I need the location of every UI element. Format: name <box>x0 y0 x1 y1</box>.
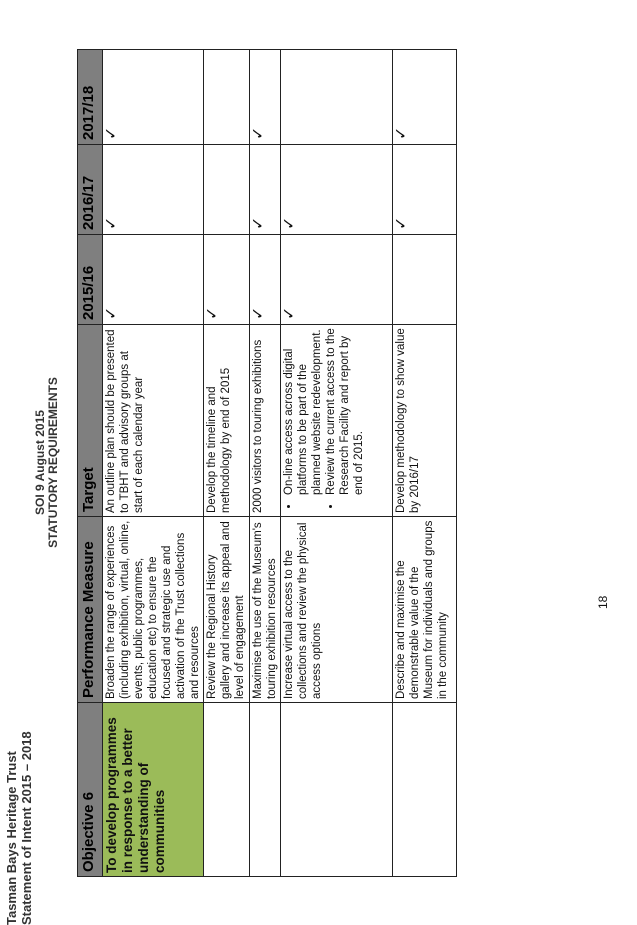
tick-cell: ✓ <box>204 235 250 325</box>
document-subtitle: Statement of Intent 2015 – 2018 <box>19 731 34 925</box>
soi-date: SOI 9 August 2015 <box>33 410 47 515</box>
objective-cell-empty <box>204 703 250 877</box>
objective-cell: To develop programmes in response to a better understanding of communities <box>103 703 204 877</box>
document-header-left <box>4 665 34 925</box>
tick-cell: ✓ <box>393 50 457 145</box>
target-cell: Develop the timeline and methodology by end of 2015 <box>204 325 250 517</box>
measure-cell: Describe and maximise the demonstrable value of the Museum for individuals and groups in the community <box>393 517 457 703</box>
tick-cell: ✓ <box>103 145 204 235</box>
table-header-row <box>78 50 103 877</box>
tick-cell: ✓ <box>250 235 281 325</box>
measure-cell: Broaden the range of experiences (including exhibition, virtual, online, events, public programmes, education etc) to ensure the focused and strategic use and activation of the Trust collections and resources <box>103 517 204 703</box>
tick-cell-empty <box>204 50 250 145</box>
measure-cell: Review the Regional History gallery and increase its appeal and level of engagement <box>204 517 250 703</box>
col-header-2015-16: 2015/16 <box>78 235 103 325</box>
col-header-2017-18: 2017/18 <box>78 50 103 145</box>
tick-cell: ✓ <box>393 145 457 235</box>
tick-cell: ✓ <box>281 145 393 235</box>
target-bullet-list <box>282 328 366 513</box>
target-cell <box>281 325 393 517</box>
table-row <box>204 50 250 877</box>
organisation-name: Tasman Bays Heritage Trust <box>4 751 19 925</box>
target-bullet: • On-line access across digital platforms to be part of the planned website redevelopment. <box>282 328 324 495</box>
table-row <box>281 50 393 877</box>
tick-cell: ✓ <box>250 145 281 235</box>
tick-cell-empty <box>393 235 457 325</box>
col-header-target: Target <box>78 325 103 517</box>
objective-cell-empty <box>281 703 393 877</box>
measure-cell: Maximise the use of the Museum's touring exhibition resources <box>250 517 281 703</box>
objective-cell-empty <box>393 703 457 877</box>
objectives-table-wrap <box>77 50 447 877</box>
tick-cell: ✓ <box>103 50 204 145</box>
col-header-measure: Performance Measure <box>78 517 103 703</box>
section-title: STATUTORY REQUIREMENTS <box>46 377 60 548</box>
table-row <box>393 50 457 877</box>
tick-cell: ✓ <box>250 50 281 145</box>
measure-cell: Increase virtual access to the collections and review the physical access options <box>281 517 393 703</box>
page-number: 18 <box>596 595 610 609</box>
target-bullet: • Review the current access to the Research Facility and report by end of 2015. <box>324 328 366 495</box>
target-cell: Develop methodology to show value by 2016/17 <box>393 325 457 517</box>
objectives-table <box>77 49 457 877</box>
col-header-2016-17: 2016/17 <box>78 145 103 235</box>
table-row <box>250 50 281 877</box>
table-row <box>103 50 204 877</box>
tick-cell-empty <box>281 50 393 145</box>
target-cell: An outline plan should be presented to TBHT and advisory groups at start of each calendar year <box>103 325 204 517</box>
tick-cell: ✓ <box>281 235 393 325</box>
target-cell: 2000 visitors to touring exhibitions <box>250 325 281 517</box>
tick-cell-empty <box>204 145 250 235</box>
tick-cell: ✓ <box>103 235 204 325</box>
col-header-objective: Objective 6 <box>78 703 103 877</box>
objective-cell-empty <box>250 703 281 877</box>
